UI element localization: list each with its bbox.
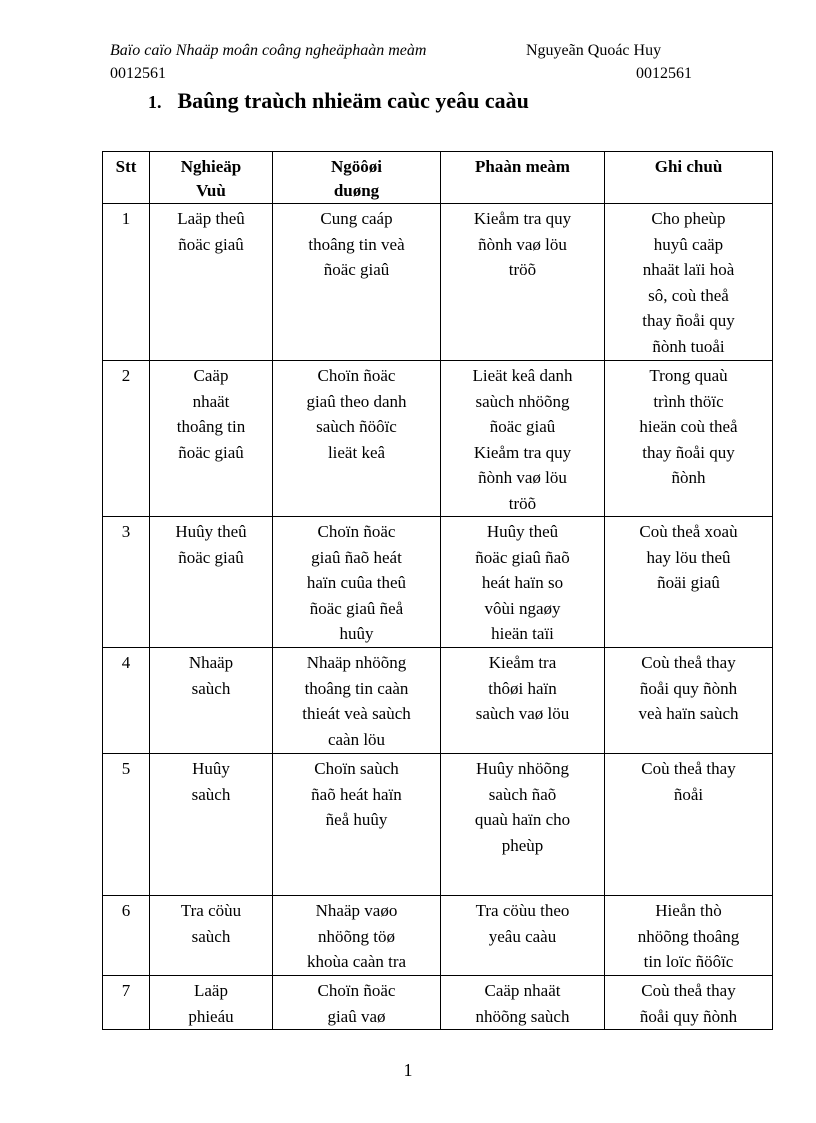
table-row xyxy=(103,204,773,361)
row-notes: Hieån thò nhöõng thoâng tin loïc ñöôïc xyxy=(605,896,773,976)
table-header-row xyxy=(103,152,773,204)
row-software: Caäp nhaät nhöõng saùch xyxy=(441,976,605,1030)
row-user: Choïn saùch ñaõ heát haïn ñeå huûy xyxy=(273,754,441,896)
row-business: Huûy saùch xyxy=(150,754,273,896)
table-row xyxy=(103,754,773,896)
row-notes: Coù theå thay ñoåi quy ñònh xyxy=(605,976,773,1030)
section-title: Baûng traùch nhieäm caùc yeâu caàu xyxy=(177,88,529,113)
page-number: 1 xyxy=(403,1060,413,1080)
row-notes: Cho pheùp huyû caäp nhaät laïi hoà sô, coù theå thay ñoåi quy ñònh tuoåi xyxy=(605,204,773,361)
row-software: Huûy nhöõng saùch ñaõ quaù haïn cho pheùp xyxy=(441,754,605,896)
row-business: Laäp phieáu xyxy=(150,976,273,1030)
section-heading xyxy=(148,88,529,114)
row-notes: Trong quaù trình thöïc hieän coù theå thay ñoåi quy ñònh xyxy=(605,361,773,517)
section-number: 1. xyxy=(148,92,162,112)
row-business: Huûy theû ñoäc giaû xyxy=(150,517,273,648)
row-stt: 7 xyxy=(103,976,150,1030)
row-user: Choïn ñoäc giaû ñaõ heát haïn cuûa theû ñoäc giaû ñeå huûy xyxy=(273,517,441,648)
row-user: Choïn ñoäc giaû theo danh saùch ñöôïc lieät keâ xyxy=(273,361,441,517)
row-software: Kieåm tra quy ñònh vaø löu tröõ xyxy=(441,204,605,361)
row-user: Choïn ñoäc giaû vaø xyxy=(273,976,441,1030)
row-notes: Coù theå thay ñoåi quy ñònh veà haïn saùch xyxy=(605,648,773,754)
row-user: Nhaäp nhöõng thoâng tin caàn thieát veà saùch caàn löu xyxy=(273,648,441,754)
row-stt: 6 xyxy=(103,896,150,976)
table-row xyxy=(103,648,773,754)
row-business: Caäp nhaät thoâng tin ñoäc giaû xyxy=(150,361,273,517)
table-row xyxy=(103,896,773,976)
row-stt: 1 xyxy=(103,204,150,361)
column-header-software: Phaàn meàm xyxy=(441,152,605,204)
column-header-user: Ngöôøi duøng xyxy=(273,152,441,204)
row-stt: 5 xyxy=(103,754,150,896)
row-stt: 4 xyxy=(103,648,150,754)
column-header-notes: Ghi chuù xyxy=(605,152,773,204)
row-user: Nhaäp vaøo nhöõng töø khoùa caàn tra xyxy=(273,896,441,976)
row-stt: 3 xyxy=(103,517,150,648)
column-header-stt: Stt xyxy=(103,152,150,204)
row-software: Tra cöùu theo yeâu caàu xyxy=(441,896,605,976)
row-business: Nhaäp saùch xyxy=(150,648,273,754)
header-course-title: Baïo caïo Nhaäp moân coâng ngheäphaàn meàm xyxy=(110,42,427,59)
table-row xyxy=(103,976,773,1030)
header-student-id-left: 0012561 xyxy=(110,65,166,82)
column-header-business: Nghieäp Vuù xyxy=(150,152,273,204)
row-user: Cung caáp thoâng tin veà ñoäc giaû xyxy=(273,204,441,361)
row-business: Tra cöùu saùch xyxy=(150,896,273,976)
row-notes: Coù theå xoaù hay löu theû ñoäi giaû xyxy=(605,517,773,648)
table-row xyxy=(103,361,773,517)
row-notes: Coù theå thay ñoåi xyxy=(605,754,773,896)
table-row xyxy=(103,517,773,648)
row-software: Kieåm tra thôøi haïn saùch vaø löu xyxy=(441,648,605,754)
row-software: Huûy theû ñoäc giaû ñaõ heát haïn so vôùi ngaøy hieän taïi xyxy=(441,517,605,648)
header-student-id-right: 0012561 xyxy=(636,65,692,82)
row-software: Lieät keâ danh saùch nhöõng ñoäc giaû Kieåm tra quy ñònh vaø löu tröõ xyxy=(441,361,605,517)
header-author: Nguyeãn Quoác Huy xyxy=(526,42,662,59)
row-stt: 2 xyxy=(103,361,150,517)
responsibility-table xyxy=(102,151,773,1030)
row-business: Laäp theû ñoäc giaû xyxy=(150,204,273,361)
